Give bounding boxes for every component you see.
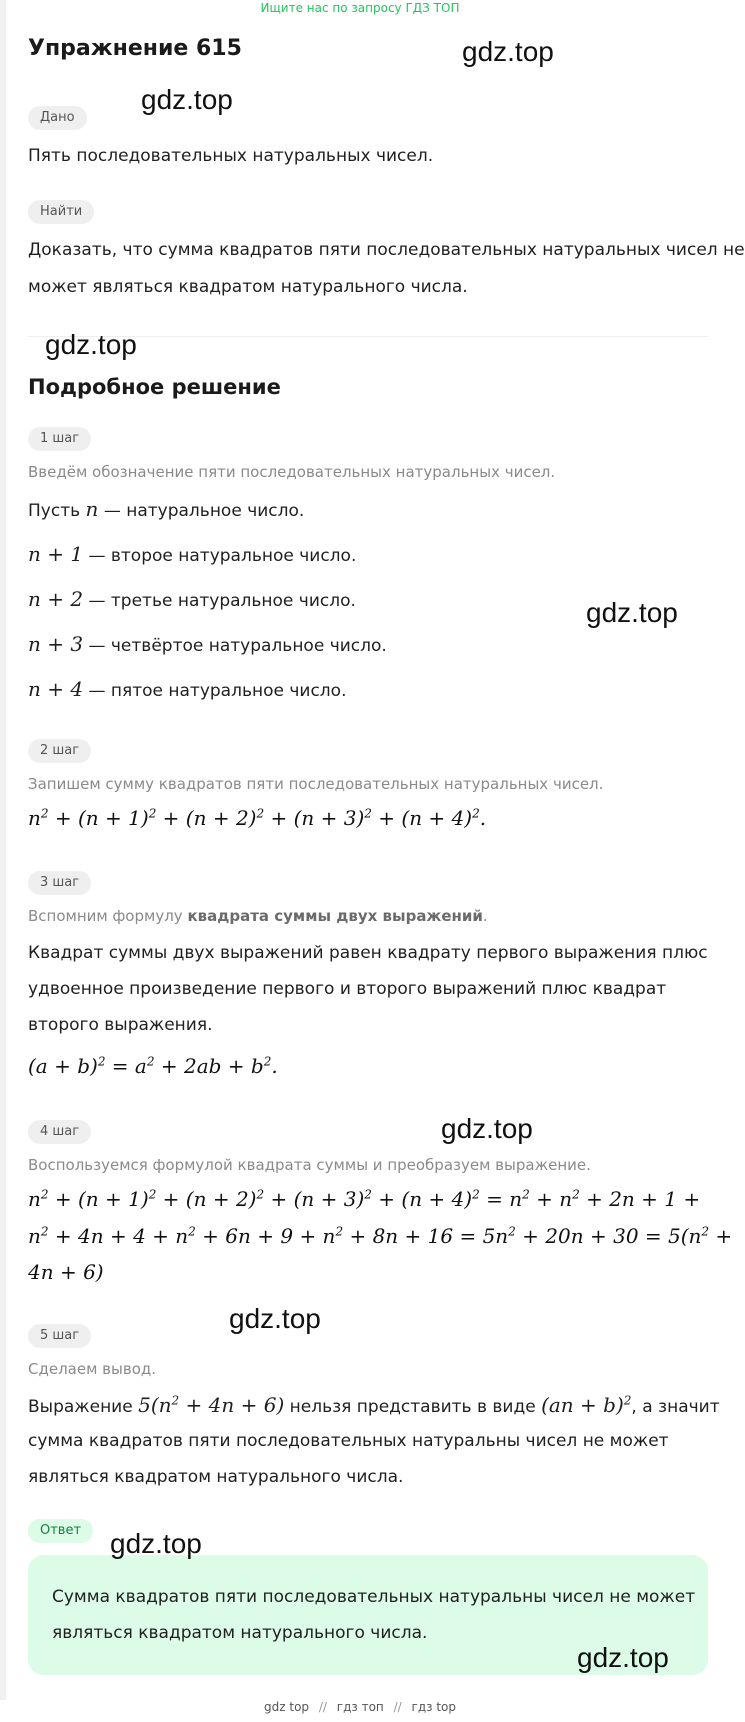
- step-5-line-2: сумма квадратов пяти последовательных натуральны чисел не может: [28, 1431, 669, 1451]
- step-4-description: Воспользуемся формулой квадрата суммы и преобразуем выражение.: [28, 1156, 591, 1174]
- watermark: gdz.top: [441, 1113, 533, 1144]
- step-5-chip: 5 шаг: [28, 1324, 91, 1348]
- find-text-line-2: может являться квадратом натурального числа.: [28, 277, 468, 297]
- step-2-chip: 2 шаг: [28, 739, 91, 763]
- given-chip: Дано: [28, 106, 87, 130]
- footer-link[interactable]: gdz top: [264, 1700, 310, 1714]
- step-3-description: Вспомним формулу квадрата суммы двух выражений.: [28, 907, 488, 925]
- step-1-line-4: n + 3 — четвёртое натуральное число.: [28, 632, 387, 656]
- step-5-description: Сделаем вывод.: [28, 1360, 157, 1378]
- step-4-formula-line-3: 4n + 6): [28, 1260, 104, 1284]
- find-text-line-1: Доказать, что сумма квадратов пяти последовательных натуральных чисел не: [28, 240, 745, 260]
- step-4-chip: 4 шаг: [28, 1120, 91, 1144]
- watermark: gdz.top: [229, 1303, 321, 1334]
- footer-separator: //: [318, 1700, 327, 1714]
- answer-line-2: являться квадратом натурального числа.: [52, 1623, 428, 1643]
- watermark: gdz.top: [110, 1528, 202, 1559]
- answer-chip: Ответ: [28, 1519, 93, 1543]
- watermark: gdz.top: [586, 597, 678, 628]
- step-1-line-5: n + 4 — пятое натуральное число.: [28, 677, 347, 701]
- footer-link[interactable]: гдз топ: [336, 1700, 384, 1714]
- step-3-line-2: удвоенное произведение первого и второго выражений плюс квадрат: [28, 979, 667, 999]
- step-4-formula-line-1: $n^2 + (n + 1)^2 + (n + 2)^2 + (n + 3)^2 + (n + 4)^2 = n^2 + n^2 + 2n + 1$ +: [28, 1187, 701, 1211]
- find-chip: Найти: [28, 200, 94, 224]
- step-3-line-3: второго выражения.: [28, 1015, 213, 1035]
- step-3-chip: 3 шаг: [28, 871, 91, 895]
- step-2-formula: $n^2 + (n + 1)^2 + (n + 2)^2 + (n + 3)^2 + (n + 4)^2$.: [28, 806, 487, 830]
- step-3-formula: $(a + b)^2 = a^2 + 2ab + b^2$.: [28, 1054, 278, 1078]
- search-banner[interactable]: Ищите нас по запросу ГДЗ ТОП: [260, 1, 460, 15]
- page-title: Упражнение 615: [28, 36, 242, 61]
- step-5-line-3: являться квадратом натурального числа.: [28, 1467, 404, 1487]
- step-1-line-3: n + 2 — третье натуральное число.: [28, 587, 356, 611]
- step-1-chip: 1 шаг: [28, 427, 91, 451]
- footer-separator: //: [393, 1700, 402, 1714]
- watermark: gdz.top: [462, 36, 554, 67]
- footer-link[interactable]: гдз top: [411, 1700, 456, 1714]
- solution-title: Подробное решение: [28, 375, 281, 399]
- left-border: [0, 0, 6, 1700]
- step-4-formula-line-2: $n^2 + 4n + 4 + n^2 + 6n + 9 + n^2 + 8n + 16 = 5n^2 + 20n + 30 = 5(n^2$ +: [28, 1224, 733, 1248]
- watermark: gdz.top: [577, 1642, 669, 1673]
- footer-links: [0, 1700, 720, 1714]
- given-text: Пять последовательных натуральных чисел.: [28, 146, 434, 166]
- step-1-description: Введём обозначение пяти последовательных натуральных чисел.: [28, 463, 556, 481]
- step-2-description: Запишем сумму квадратов пяти последовательных натуральных чисел.: [28, 775, 604, 793]
- step-1-line-2: n + 1 — второе натуральное число.: [28, 542, 357, 566]
- step-1-line-1: Пусть n — натуральное число.: [28, 497, 305, 521]
- step-3-line-1: Квадрат суммы двух выражений равен квадрату первого выражения плюс: [28, 943, 708, 963]
- watermark: gdz.top: [45, 329, 137, 360]
- watermark: gdz.top: [141, 84, 233, 115]
- step-5-line-1: Выражение $5(n^2 + 4n + 6)$ нельзя представить в виде (an + b)$^2$, а значит: [28, 1393, 720, 1417]
- answer-line-1: Сумма квадратов пяти последовательных натуральны чисел не может: [52, 1587, 696, 1607]
